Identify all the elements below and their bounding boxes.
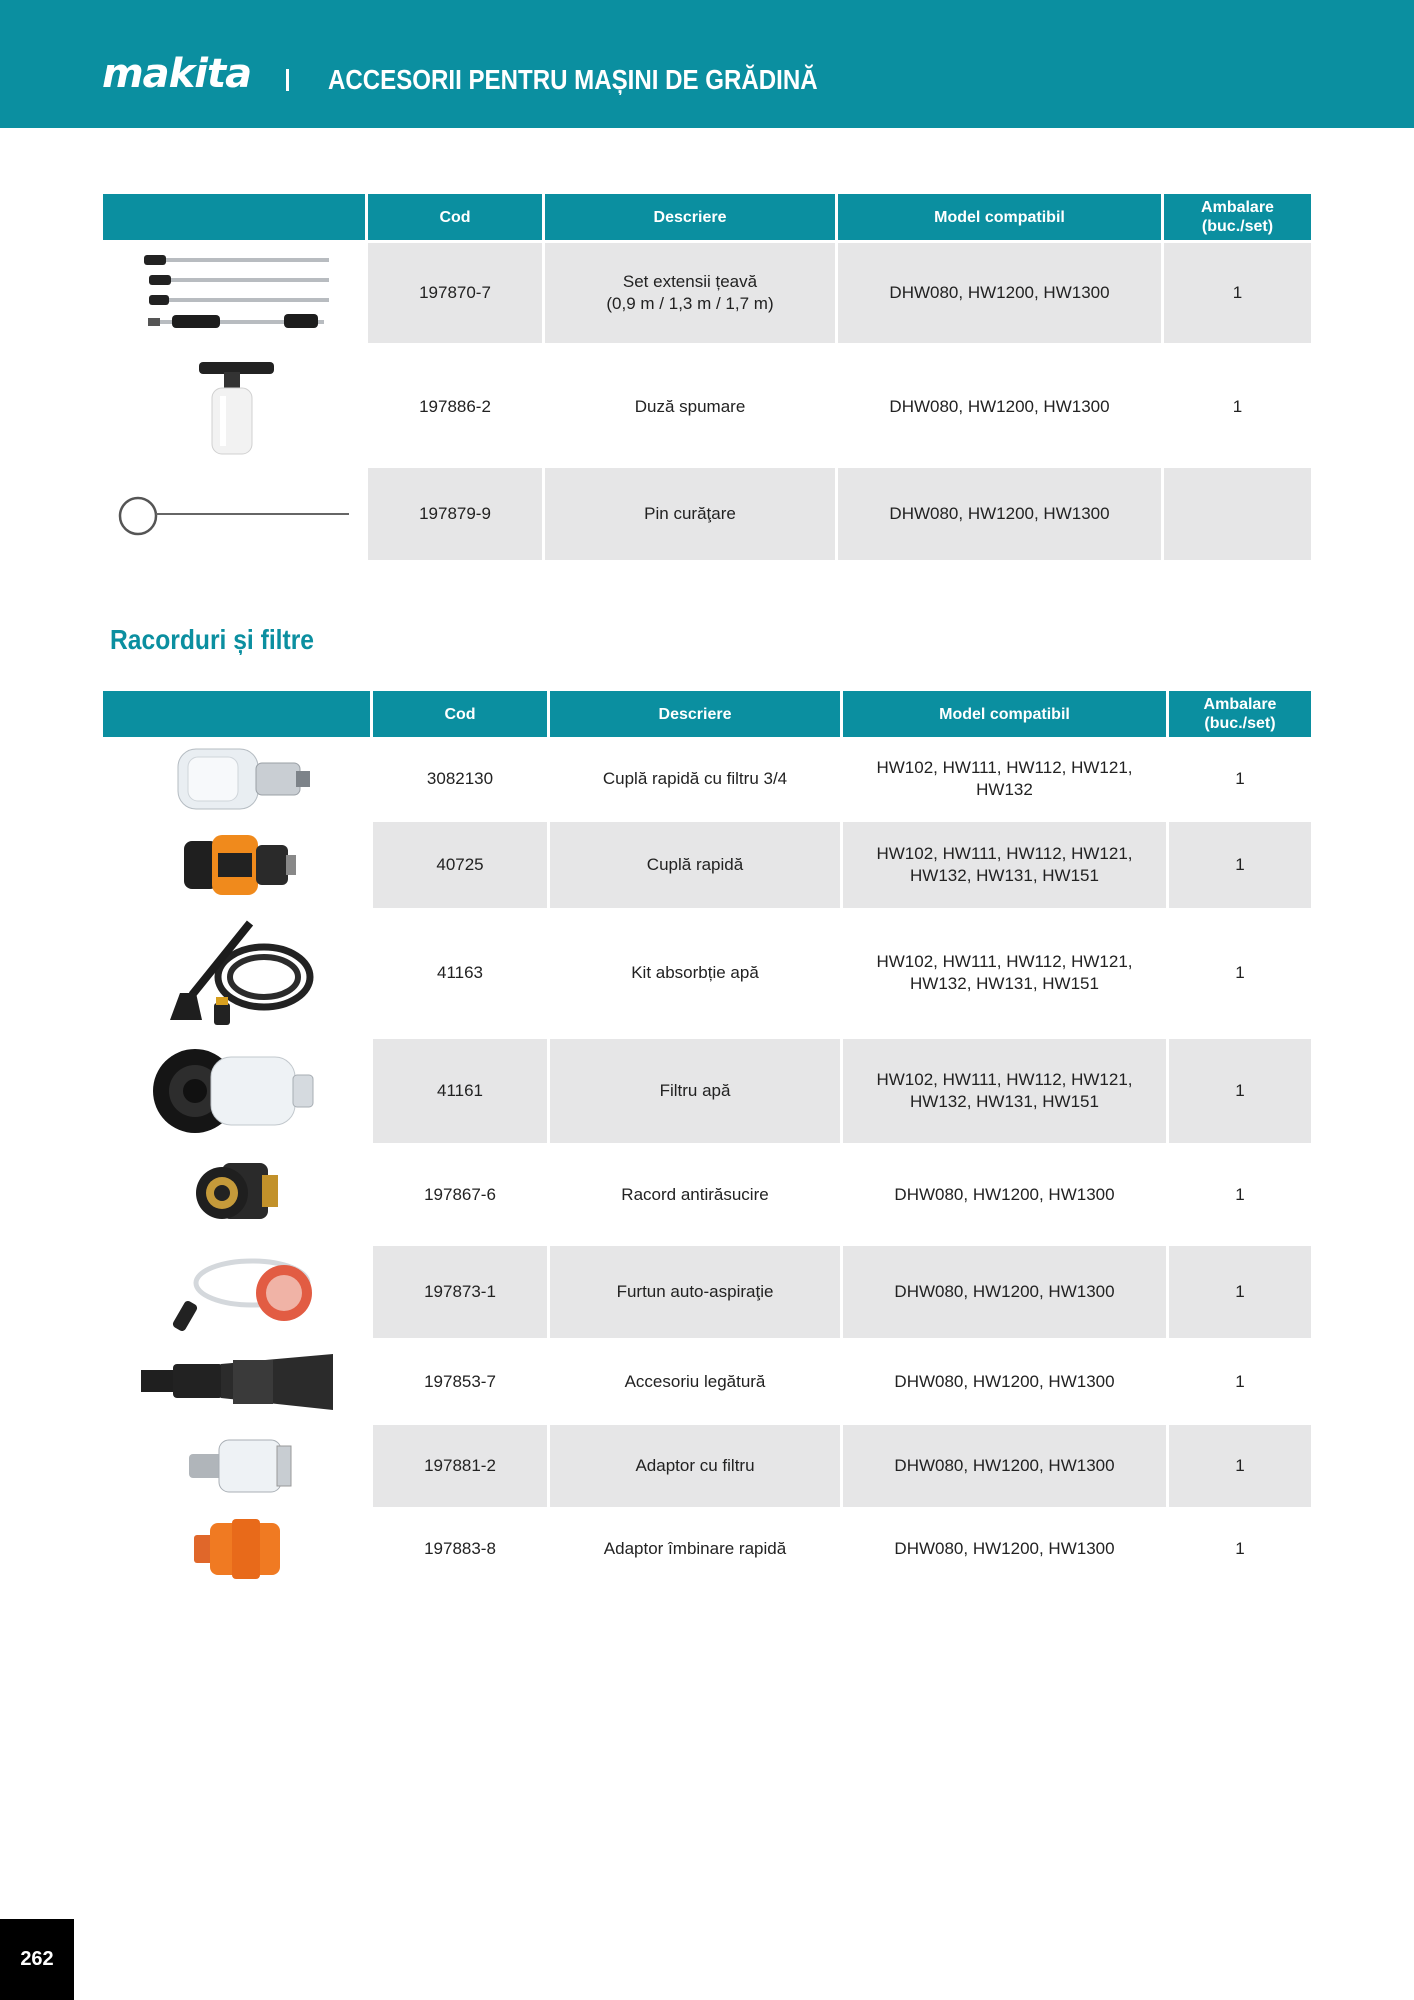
- cell-descriere: Accesoriu legătură: [624, 1372, 766, 1391]
- cell-model: DHW080, HW1200, HW1300: [843, 1425, 1166, 1507]
- brand-logo: makita: [102, 51, 252, 97]
- header-model-compatibil: Model compatibil: [838, 194, 1161, 240]
- cell-model: DHW080, HW1200, HW1300: [838, 468, 1161, 560]
- table-row: [103, 346, 1311, 467]
- cell-model: DHW080, HW1200, HW1300: [843, 1246, 1166, 1338]
- cell-ambalare: 1: [1169, 822, 1311, 908]
- table-row: [103, 1039, 1311, 1143]
- page-number: 262: [0, 1919, 74, 2000]
- table-row: [103, 243, 1311, 343]
- cell-ambalare: 1: [1235, 1539, 1245, 1558]
- cell-model: DHW080, HW1200, HW1300: [838, 243, 1161, 343]
- cell-cod: 197879-9: [368, 468, 542, 560]
- table-row: [103, 1339, 1311, 1425]
- cell-ambalare: 1: [1232, 396, 1243, 416]
- quick-joint-adapter-icon: [103, 1507, 370, 1591]
- extension-pipes-icon: [103, 243, 365, 343]
- table-row: [103, 822, 1311, 908]
- cell-descriere: Cuplă rapidă cu filtru 3/4: [602, 769, 788, 788]
- table-row: [103, 910, 1311, 1035]
- page-title: ACCESORII PENTRU MAȘINI DE GRĂDINĂ: [328, 64, 818, 95]
- cell-ambalare: 1: [1169, 1039, 1311, 1143]
- cell-cod: 197853-7: [424, 1372, 496, 1391]
- cell-ambalare: 1: [1235, 1372, 1245, 1391]
- quick-coupling-icon: [103, 822, 370, 908]
- anti-twist-connector-icon: [103, 1145, 370, 1244]
- cell-cod: 197873-1: [373, 1246, 547, 1338]
- header-image-column: [103, 691, 370, 737]
- table-row: [103, 738, 1311, 820]
- cell-descriere: Duză spumare: [634, 396, 746, 416]
- foam-nozzle-icon: [103, 346, 365, 467]
- suction-kit-icon: [103, 910, 370, 1035]
- header-ambalare: [1164, 194, 1311, 240]
- suction-hose-icon: [103, 1246, 370, 1338]
- cell-cod: 197881-2: [373, 1425, 547, 1507]
- header-cod: Cod: [368, 194, 542, 240]
- header-model-compatibil: Model compatibil: [843, 691, 1166, 737]
- cell-model: DHW080, HW1200, HW1300: [894, 1184, 1115, 1204]
- cell-descriere: Filtru apă: [550, 1039, 840, 1143]
- cell-cod: 197867-6: [424, 1184, 496, 1204]
- cell-ambalare: [1164, 468, 1311, 560]
- table-row: [103, 1246, 1311, 1338]
- header-cod: Cod: [373, 691, 547, 737]
- cell-ambalare: 1: [1235, 769, 1245, 788]
- cell-descriere: Cuplă rapidă: [550, 822, 840, 908]
- header-ambalare-label: Ambalare (buc./set): [1203, 696, 1277, 732]
- cell-model: HW102, HW111, HW112, HW121, HW132, HW131, HW151: [843, 822, 1166, 908]
- cell-model: HW102, HW111, HW112, HW121, HW132, HW131, HW151: [843, 1039, 1166, 1143]
- cell-ambalare: 1: [1164, 243, 1311, 343]
- cell-descriere: Kit absorbție apă: [631, 962, 759, 982]
- cell-ambalare: 1: [1235, 1184, 1245, 1204]
- cell-descriere: Pin curăţare: [545, 468, 835, 560]
- table-row: [103, 1425, 1311, 1507]
- cell-model: HW102, HW111, HW112, HW121, HW132: [876, 758, 1133, 799]
- table-row: [103, 468, 1311, 560]
- cell-cod: 197886-2: [419, 396, 491, 416]
- page-header: [0, 0, 1414, 128]
- cell-cod: 41161: [373, 1039, 547, 1143]
- cell-model: DHW080, HW1200, HW1300: [889, 396, 1110, 416]
- cell-model: HW102, HW111, HW112, HW121, HW132, HW131, HW151: [876, 951, 1133, 993]
- table-row: [103, 1507, 1311, 1591]
- cleaning-pin-icon: [103, 468, 365, 560]
- section-title: Racorduri și filtre: [110, 624, 315, 655]
- cell-cod: 3082130: [426, 769, 494, 788]
- connectors-filters-table: [103, 691, 1311, 1591]
- filter-adapter-icon: [103, 1425, 370, 1507]
- link-accessory-icon: [103, 1339, 370, 1425]
- cell-cod: 41163: [436, 962, 483, 982]
- header-descriere: Descriere: [545, 194, 835, 240]
- table-row: [103, 1145, 1311, 1244]
- cell-descriere: Adaptor îmbinare rapidă: [603, 1539, 787, 1558]
- cell-cod: 40725: [373, 822, 547, 908]
- cell-descriere: Furtun auto-aspiraţie: [550, 1246, 840, 1338]
- cell-ambalare: 1: [1169, 1246, 1311, 1338]
- cell-descriere: Adaptor cu filtru: [550, 1425, 840, 1507]
- cell-model: DHW080, HW1200, HW1300: [894, 1539, 1115, 1558]
- header-descriere: Descriere: [550, 691, 840, 737]
- header-ambalare-label: Ambalare (buc./set): [1201, 199, 1274, 235]
- cell-descriere: Racord antirăsucire: [621, 1184, 769, 1204]
- filter-coupling-icon: [103, 738, 370, 820]
- cell-cod: 197870-7: [368, 243, 542, 343]
- cell-model: DHW080, HW1200, HW1300: [894, 1372, 1115, 1391]
- accessories-table: [103, 194, 1311, 560]
- cell-ambalare: 1: [1169, 1425, 1311, 1507]
- header-ambalare: [1169, 691, 1311, 737]
- cell-cod: 197883-8: [424, 1539, 496, 1558]
- water-filter-icon: [103, 1039, 370, 1143]
- cell-ambalare: 1: [1235, 962, 1245, 982]
- header-separator: [286, 69, 289, 91]
- cell-descriere: Set extensii țeavă (0,9 m / 1,3 m / 1,7 m): [545, 243, 835, 343]
- header-image-column: [103, 194, 365, 240]
